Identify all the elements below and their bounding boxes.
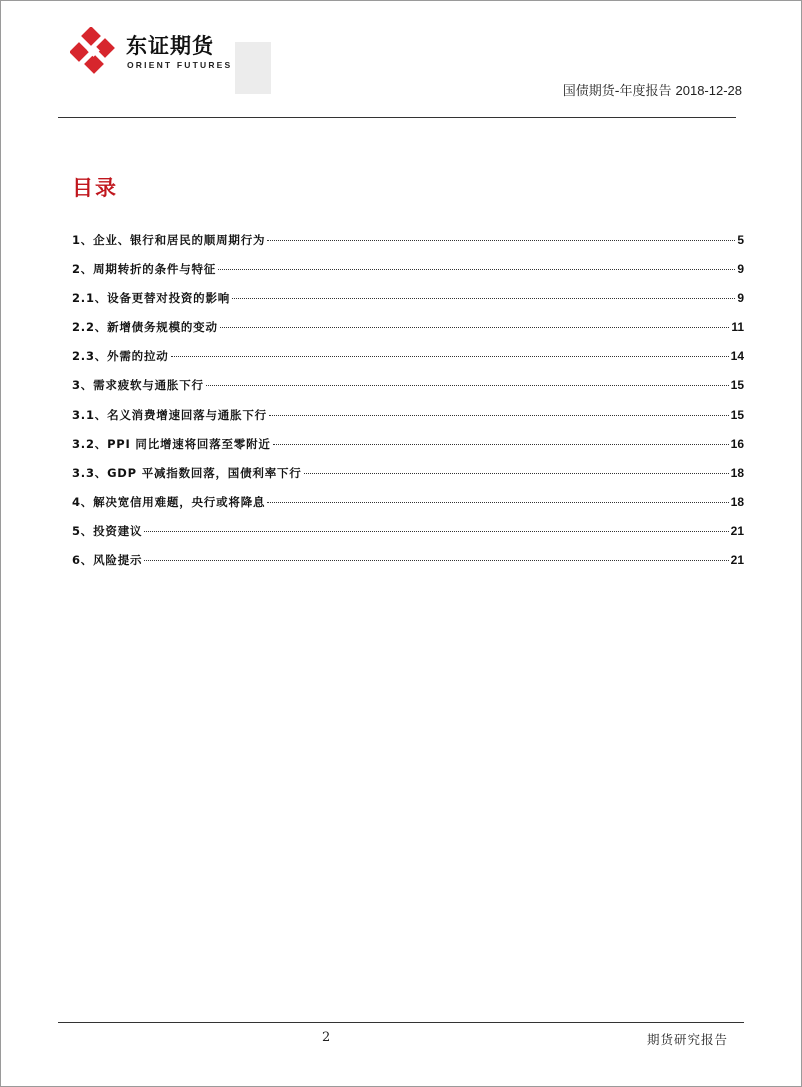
toc-item-page: 16 (730, 436, 744, 451)
toc-item-label: 5、投资建议 (72, 523, 143, 538)
logo-mark-icon (70, 27, 118, 75)
toc-item-page: 9 (737, 291, 744, 306)
toc-item[interactable] (72, 465, 744, 494)
toc-title: 目录 (72, 176, 118, 200)
toc-leader-dots (267, 240, 735, 241)
toc-item-label: 3.2、PPI 同比增速将回落至零附近 (72, 436, 271, 451)
report-header (563, 80, 742, 99)
toc-item[interactable] (72, 523, 744, 552)
toc-item-label: 2、周期转折的条件与特征 (72, 262, 217, 277)
footer-label: 期货研究报告 (646, 1032, 728, 1047)
toc-item-page: 18 (730, 465, 744, 480)
toc-item-label: 3.3、GDP 平减指数回落，国债利率下行 (72, 465, 302, 480)
toc-item-label: 2.3、外需的拉动 (72, 349, 169, 364)
toc-item[interactable] (72, 494, 744, 523)
logo-chinese-name: 东证期货 (126, 34, 214, 58)
footer-divider (58, 1022, 744, 1023)
toc-leader-dots (304, 473, 729, 474)
toc-leader-dots (267, 502, 728, 503)
toc-leader-dots (206, 385, 729, 386)
page-number: 2 (322, 1030, 331, 1045)
toc-item-page: 9 (737, 262, 744, 277)
toc-item[interactable] (72, 319, 744, 348)
toc-item-page: 15 (730, 378, 744, 393)
toc-item-label: 3、需求疲软与通胀下行 (72, 378, 204, 393)
report-date: 2018-12-28 (675, 83, 742, 98)
toc-item-label: 1、企业、银行和居民的顺周期行为 (72, 233, 266, 247)
toc-item-page: 11 (731, 320, 744, 335)
toc-item-label: 3.1、名义消费增速回落与通胀下行 (72, 407, 267, 422)
toc-leader-dots (218, 269, 735, 270)
toc-item[interactable] (72, 261, 744, 290)
toc-leader-dots (220, 327, 730, 328)
toc-item[interactable] (72, 232, 744, 261)
toc-item-page: 15 (730, 407, 744, 422)
toc-leader-dots (171, 356, 729, 357)
toc-item-page: 18 (730, 494, 744, 509)
toc-item-label: 2.2、新增债务规模的变动 (72, 320, 218, 335)
toc-leader-dots (232, 298, 735, 299)
toc-item-label: 6、风险提示 (72, 553, 143, 568)
toc-leader-dots (269, 415, 729, 416)
toc-item[interactable] (72, 348, 744, 377)
toc-item[interactable] (72, 552, 744, 581)
logo-english-name: ORIENT FUTURES (127, 60, 233, 70)
toc-leader-dots (144, 531, 728, 532)
toc-item[interactable] (72, 377, 744, 406)
toc-item-page: 5 (737, 233, 744, 247)
toc-item-page: 21 (730, 553, 744, 568)
toc-item[interactable] (72, 407, 744, 436)
toc-item-label: 2.1、设备更替对投资的影响 (72, 291, 231, 306)
toc-item-page: 21 (730, 523, 744, 538)
toc-item-label: 4、解决宽信用难题，央行或将降息 (72, 494, 266, 509)
toc-item-page: 14 (730, 349, 744, 364)
toc-leader-dots (144, 560, 728, 561)
logo-placeholder-box (235, 42, 271, 94)
table-of-contents (72, 232, 744, 581)
toc-item[interactable] (72, 436, 744, 465)
report-title: 国债期货-年度报告 (562, 84, 672, 99)
header-divider (58, 117, 736, 118)
toc-leader-dots (273, 444, 729, 445)
toc-item[interactable] (72, 290, 744, 319)
